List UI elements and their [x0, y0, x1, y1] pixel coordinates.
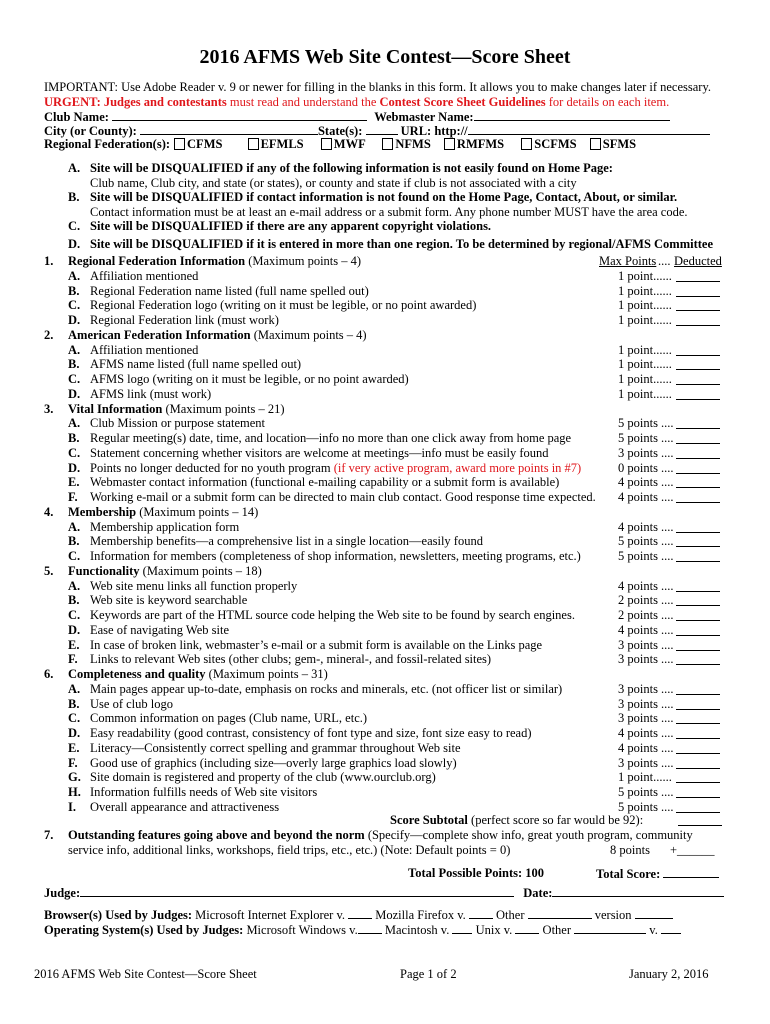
- score-subtotal: [390, 813, 643, 828]
- subtotal-field[interactable]: [678, 825, 722, 826]
- deduction-field[interactable]: [676, 738, 720, 739]
- item-text: Club Mission or purpose statement: [90, 416, 265, 431]
- item-points: 4 points ....: [618, 475, 674, 490]
- deduction-field[interactable]: [676, 399, 720, 400]
- item-text: Regional Federation logo (writing on it must be legible, or no point awarded): [90, 298, 477, 313]
- score-item-row: [44, 741, 724, 756]
- item-text: Common information on pages (Club name, URL, etc.): [90, 711, 368, 726]
- item-points: 4 points ....: [618, 578, 674, 593]
- item-letter: B.: [68, 283, 80, 298]
- deduction-field[interactable]: [676, 487, 720, 488]
- item-letter: D.: [68, 386, 81, 401]
- item-text: Statement concerning whether visitors are welcome at meetings—info must be easily found: [90, 445, 549, 460]
- item-letter: A.: [68, 342, 81, 357]
- deduction-field[interactable]: [676, 502, 720, 503]
- section-title: Functionality: [68, 563, 140, 578]
- deduction-field[interactable]: [676, 768, 720, 769]
- section-header: [44, 667, 724, 682]
- disq-c-letter: C.: [68, 219, 81, 233]
- total-score-field[interactable]: [663, 866, 719, 878]
- score-item-row: [44, 357, 724, 372]
- section-7-text-2: service info, additional links, workshops, field trips, etc., etc.) (Note: Default points = 0): [68, 843, 511, 857]
- item-letter: E.: [68, 475, 80, 490]
- section-7-number: 7.: [44, 828, 54, 842]
- item-letter: E.: [68, 637, 80, 652]
- deduction-field[interactable]: [676, 635, 720, 636]
- section-number: 5.: [44, 563, 54, 578]
- section-max: (Maximum points – 4): [245, 254, 362, 268]
- score-item-row: [44, 756, 724, 771]
- section-7-title: Outstanding features going above and beyond the norm: [68, 828, 365, 842]
- mwf-label: MWF: [333, 137, 366, 151]
- item-text: Affiliation mentioned: [90, 268, 199, 283]
- score-item-row: [44, 343, 724, 358]
- total-possible-points: Total Possible Points: 100: [408, 866, 545, 880]
- item-text: Ease of navigating Web site: [90, 622, 230, 637]
- version-label: version: [594, 908, 632, 922]
- urgent-text: must read and understand the: [226, 95, 380, 109]
- judge-row: [44, 885, 724, 901]
- item-letter: B.: [68, 431, 80, 445]
- unix-version-field[interactable]: [515, 922, 539, 934]
- judge-field[interactable]: [80, 885, 514, 897]
- sfms-checkbox[interactable]: [590, 138, 601, 150]
- other-version-field[interactable]: [635, 907, 673, 919]
- urgent-note: [44, 95, 669, 110]
- subtotal-text: (perfect score so far would be 92):: [467, 813, 644, 827]
- item-text: Overall appearance and attractiveness: [90, 799, 280, 814]
- disq-b-subtext: Contact information must be at least an e-mail address or a submit form. Any phone number MUST have the area code.: [90, 205, 688, 219]
- deduction-field[interactable]: [676, 709, 720, 710]
- other-os-version-label: v.: [649, 923, 658, 937]
- total-score-label: Total Score:: [596, 867, 661, 881]
- item-text: Webmaster contact information (functional e-mailing capability or a submit form is available): [90, 475, 560, 490]
- firefox-version-field[interactable]: [469, 907, 493, 919]
- mwf-checkbox[interactable]: [321, 138, 332, 150]
- item-letter: I.: [68, 799, 76, 814]
- disq-b-letter: B.: [68, 190, 80, 204]
- deduction-field[interactable]: [676, 310, 720, 311]
- efmls-checkbox[interactable]: [248, 138, 259, 150]
- item-points: 5 points ....: [618, 431, 674, 445]
- url-field[interactable]: [468, 123, 710, 135]
- disq-d: [44, 237, 724, 252]
- item-points: 2 points ....: [618, 608, 674, 622]
- disq-a-text: Site will be DISQUALIFIED if any of the following information is not easily found on Home Page:: [90, 161, 613, 175]
- deduction-field[interactable]: [676, 443, 720, 444]
- score-item-row: [44, 313, 724, 328]
- score-item-row: [44, 416, 724, 431]
- score-item-row: [44, 652, 724, 667]
- item-text: Regular meeting(s) date, time, and location—info no more than one click away from home page: [90, 431, 572, 445]
- urgent-text-end: for details on each item.: [545, 95, 670, 109]
- federation-row: [44, 137, 636, 152]
- item-text: AFMS name listed (full name spelled out): [90, 357, 302, 372]
- item-points: 1 point......: [618, 283, 672, 298]
- nfms-label: NFMS: [395, 137, 431, 151]
- item-letter: C.: [68, 298, 81, 313]
- item-text: Web site menu links all function properly: [90, 578, 298, 593]
- item-letter: C.: [68, 372, 81, 386]
- score-item-row: [44, 549, 724, 564]
- item-points: 5 points ....: [618, 799, 674, 814]
- disq-c-text: Site will be DISQUALIFIED if there are any apparent copyright violations.: [90, 219, 492, 233]
- disq-b-sub: [44, 205, 724, 220]
- item-points: 1 point......: [618, 386, 672, 401]
- section-max: (Maximum points – 18): [139, 563, 262, 578]
- item-text: Membership benefits—a comprehensive list in a single location—easily found: [90, 534, 483, 549]
- item-text: Web site is keyword searchable: [90, 593, 248, 608]
- other-os-version-field[interactable]: [661, 922, 681, 934]
- deduction-field[interactable]: [676, 797, 720, 798]
- item-text: Use of club logo: [90, 696, 173, 711]
- deduction-field[interactable]: [676, 812, 720, 813]
- item-letter: A.: [68, 578, 81, 593]
- item-text: AFMS logo (writing on it must be legible, or no point awarded): [90, 372, 409, 386]
- score-item-row: [44, 520, 724, 535]
- item-points: 2 points ....: [618, 593, 674, 608]
- score-item-row: [44, 431, 724, 446]
- item-text: Information fulfills needs of Web site visitors: [90, 785, 318, 799]
- deduction-field[interactable]: [676, 620, 720, 621]
- item-points: 3 points ....: [618, 637, 674, 652]
- item-points: 4 points ....: [618, 490, 674, 504]
- disq-d-letter: D.: [68, 237, 81, 251]
- item-points: 1 point......: [618, 357, 672, 372]
- score-item-row: [44, 534, 724, 549]
- score-item-row: [44, 726, 724, 741]
- deduction-field[interactable]: [676, 753, 720, 754]
- deduction-field[interactable]: [676, 591, 720, 592]
- item-points: 4 points ....: [618, 740, 674, 755]
- item-text: Regional Federation name listed (full name spelled out): [90, 283, 369, 298]
- efmls-label: EFMLS: [260, 137, 304, 151]
- score-item-row: [44, 697, 724, 712]
- scfms-label: SCFMS: [534, 137, 577, 151]
- section-7-field[interactable]: +______: [670, 843, 715, 857]
- deduction-field[interactable]: [676, 605, 720, 606]
- deduction-field[interactable]: [676, 384, 720, 385]
- score-item-row: [44, 638, 724, 653]
- section-max: (Maximum points – 14): [136, 504, 259, 519]
- score-item-row: [44, 608, 724, 623]
- footer-page-number: Page 1 of 2: [400, 967, 457, 981]
- section-7-header: [44, 828, 724, 843]
- item-text: Points no longer deducted for no youth program: [90, 460, 331, 475]
- deduction-field[interactable]: [676, 355, 720, 356]
- score-item-row: [44, 298, 724, 313]
- section-title: Regional Federation Information: [68, 254, 246, 268]
- score-item-row: [44, 770, 724, 785]
- item-points: 0 points ....: [618, 460, 674, 475]
- item-points: 5 points ....: [618, 416, 674, 431]
- item-points: 3 points ....: [618, 445, 674, 460]
- city-field[interactable]: [140, 123, 318, 135]
- item-text: Working e-mail or a submit form can be directed to main club contact. Good response time expected.: [90, 490, 596, 504]
- item-points: 5 points ....: [618, 534, 674, 549]
- rmfms-label: RMFMS: [456, 137, 505, 151]
- item-points: 3 points ....: [618, 755, 674, 770]
- item-text: AFMS link (must work): [90, 386, 212, 401]
- item-letter: A.: [68, 681, 81, 696]
- item-text: Site domain is registered and property of the club (www.ourclub.org): [90, 770, 436, 785]
- item-letter: C.: [68, 445, 81, 460]
- item-letter: C.: [68, 549, 81, 563]
- other-os-label: Other: [542, 923, 572, 937]
- item-text: In case of broken link, webmaster’s e-mail or a submit form is available on the Links page: [90, 637, 543, 652]
- item-points: 1 point......: [618, 313, 672, 327]
- item-letter: G.: [68, 770, 81, 785]
- score-item-row: [44, 623, 724, 638]
- windows-version-field[interactable]: [358, 922, 382, 934]
- item-points: 1 point......: [618, 342, 672, 357]
- item-letter: A.: [68, 416, 81, 431]
- unix-label: Unix v.: [475, 923, 513, 937]
- deduction-field[interactable]: [676, 723, 720, 724]
- date-field[interactable]: [552, 885, 724, 897]
- webmaster-field[interactable]: [474, 109, 670, 121]
- judge-label: Judge:: [44, 886, 81, 900]
- score-item-row: [44, 579, 724, 594]
- cfms-label: CFMS: [187, 137, 223, 151]
- section-title: Vital Information: [68, 401, 163, 416]
- item-points: 5 points ....: [618, 549, 674, 563]
- footer-title: 2016 AFMS Web Site Contest—Score Sheet: [34, 967, 257, 981]
- deduction-field[interactable]: [676, 664, 720, 665]
- club-name-field[interactable]: [112, 109, 367, 121]
- item-points: 5 points ....: [618, 785, 674, 799]
- deduction-field[interactable]: [676, 296, 720, 297]
- item-text: Main pages appear up-to-date, emphasis on rocks and minerals, etc. (not officer list or similar): [90, 681, 563, 696]
- section-max: (Maximum points – 21): [162, 401, 285, 416]
- firefox-label: Mozilla Firefox v.: [375, 908, 466, 922]
- item-letter: A.: [68, 519, 81, 534]
- deduction-field[interactable]: [676, 428, 720, 429]
- item-text: Regional Federation link (must work): [90, 313, 279, 327]
- browser-row: [44, 907, 673, 923]
- item-letter: B.: [68, 696, 80, 711]
- section-header: [44, 328, 724, 343]
- os-row: [44, 922, 681, 938]
- section-header: [44, 254, 724, 269]
- section-number: 6.: [44, 667, 54, 681]
- section-7-points: 8 points: [610, 843, 650, 857]
- section-max: (Maximum points – 31): [205, 667, 328, 681]
- item-points: 1 point......: [618, 770, 672, 785]
- federation-label: Regional Federation(s):: [44, 137, 171, 151]
- item-points: 4 points ....: [618, 622, 674, 637]
- deduction-field[interactable]: [676, 325, 720, 326]
- deduction-field[interactable]: [676, 694, 720, 695]
- item-text: Literacy—Consistently correct spelling and grammar throughout Web site: [90, 740, 461, 755]
- item-letter: C.: [68, 711, 81, 726]
- browser-label: Browser(s) Used by Judges:: [44, 908, 193, 922]
- item-points: 3 points ....: [618, 681, 674, 696]
- disq-b: [44, 190, 724, 205]
- score-item-row: [44, 711, 724, 726]
- states-label: State(s):: [317, 124, 363, 138]
- section-7-text: (Specify—complete show info, great youth program, community: [364, 828, 693, 842]
- section-header: [44, 402, 724, 417]
- nfms-checkbox[interactable]: [382, 138, 393, 150]
- item-text: Membership application form: [90, 519, 240, 534]
- item-letter: D.: [68, 622, 81, 637]
- item-letter: B.: [68, 357, 80, 372]
- windows-label: Microsoft Windows v.: [246, 923, 358, 937]
- other-browser-field[interactable]: [528, 907, 592, 919]
- deducted-header: Deducted: [674, 254, 722, 268]
- max-points-header: Max Points: [599, 254, 657, 268]
- item-points: 3 points ....: [618, 696, 674, 711]
- item-letter: E.: [68, 740, 80, 755]
- section-number: 4.: [44, 504, 54, 519]
- item-letter: B.: [68, 534, 80, 549]
- deduction-field[interactable]: [676, 473, 720, 474]
- other-browser-label: Other: [496, 908, 525, 922]
- deduction-field[interactable]: [676, 650, 720, 651]
- disq-a: [44, 161, 724, 176]
- score-item-row: [44, 490, 724, 505]
- item-letter: D.: [68, 313, 81, 327]
- section-number: 2.: [44, 327, 54, 342]
- date-label: Date:: [523, 886, 553, 900]
- section-7-detail: [44, 843, 724, 858]
- mac-version-field[interactable]: [452, 922, 472, 934]
- item-letter: A.: [68, 268, 81, 283]
- deduction-field[interactable]: [676, 782, 720, 783]
- item-points: 3 points ....: [618, 652, 674, 667]
- section-header: [44, 505, 724, 520]
- section-number: 1.: [44, 254, 54, 268]
- urgent-label: URGENT: [44, 95, 97, 109]
- deduction-field[interactable]: [676, 458, 720, 459]
- ie-version-field[interactable]: [348, 907, 372, 919]
- club-name-label: Club Name:: [44, 110, 109, 124]
- disq-c: [44, 219, 724, 234]
- deduction-field[interactable]: [676, 369, 720, 370]
- page-title: 2016 AFMS Web Site Contest—Score Sheet: [199, 46, 571, 68]
- item-points: 4 points ....: [618, 519, 674, 534]
- item-letter: H.: [68, 785, 81, 799]
- important-note: [44, 80, 711, 95]
- item-points: 4 points ....: [618, 726, 674, 740]
- important-label: IMPORTANT: [44, 80, 115, 94]
- other-os-field[interactable]: [574, 922, 646, 934]
- item-text: Keywords are part of the HTML source code helping the Web site to be found by search engines.: [90, 608, 575, 622]
- deduction-field[interactable]: [676, 561, 720, 562]
- item-points: 1 point......: [618, 298, 672, 313]
- section-title: American Federation Information: [68, 327, 251, 342]
- ie-label: Microsoft Internet Explorer v.: [195, 908, 346, 922]
- deduction-field[interactable]: [676, 281, 720, 282]
- item-text: Easy readability (good contrast, consistency of font type and size, font size easy to read): [90, 726, 532, 740]
- os-label: Operating System(s) Used by Judges:: [44, 923, 244, 937]
- score-item-row: [44, 593, 724, 608]
- score-item-row: [44, 682, 724, 697]
- header-dots: ....: [658, 254, 671, 268]
- score-item-row: [44, 446, 724, 461]
- urgent-guidelines: Contest Score Sheet Guidelines: [379, 95, 546, 109]
- item-letter: D.: [68, 726, 81, 740]
- states-field[interactable]: [366, 123, 398, 135]
- city-label: City (or County):: [44, 124, 137, 138]
- item-points: 1 point......: [618, 268, 672, 283]
- subtotal-label: Score Subtotal: [390, 813, 468, 827]
- disq-b-text: Site will be DISQUALIFIED if contact information is not found on the Home Page, Contact, About, or similar.: [90, 190, 678, 204]
- item-text: Links to relevant Web sites (other clubs; gem-, mineral-, and fossil-related sites): [90, 652, 492, 667]
- section-max: (Maximum points – 4): [250, 327, 367, 342]
- item-letter: D.: [68, 460, 81, 475]
- score-item-row: [44, 461, 724, 476]
- item-text: Affiliation mentioned: [90, 342, 199, 357]
- score-item-row: [44, 269, 724, 284]
- score-item-row: [44, 372, 724, 387]
- mac-label: Macintosh v.: [384, 923, 450, 937]
- item-points: 3 points ....: [618, 711, 674, 726]
- urgent-judges: : Judges and contestants: [96, 95, 227, 109]
- webmaster-label: Webmaster Name:: [374, 110, 474, 124]
- url-label: URL: http://: [400, 124, 468, 138]
- section-title: Membership: [68, 504, 137, 519]
- item-letter: F.: [68, 490, 78, 504]
- item-letter: B.: [68, 593, 80, 608]
- scfms-checkbox[interactable]: [521, 138, 532, 150]
- item-text: Information for members (completeness of shop information, newsletters, meeting programs, etc.): [90, 549, 581, 563]
- total-score-row: [596, 866, 719, 882]
- item-letter: F.: [68, 755, 78, 770]
- item-text: Good use of graphics (including size—overly large graphics load slowly): [90, 755, 457, 770]
- important-text: : Use Adobe Reader v. 9 or newer for filling in the blanks in this form. It allows you to make changes later if necessary.: [114, 80, 712, 94]
- score-item-row: [44, 284, 724, 299]
- sfms-label: SFMS: [602, 137, 637, 151]
- item-note: (if very active program, award more points in #7): [330, 460, 582, 475]
- score-item-row: [44, 785, 724, 800]
- deduction-field[interactable]: [676, 546, 720, 547]
- footer-date: January 2, 2016: [629, 967, 709, 981]
- score-item-row: [44, 387, 724, 402]
- disq-d-text: Site will be DISQUALIFIED if it is entered in more than one region. To be determined by regional/AFMS Committee: [90, 237, 714, 251]
- section-number: 3.: [44, 401, 54, 416]
- rmfms-checkbox[interactable]: [444, 138, 455, 150]
- section-header: [44, 564, 724, 579]
- item-letter: C.: [68, 608, 81, 622]
- score-item-row: [44, 475, 724, 490]
- deduction-field[interactable]: [676, 532, 720, 533]
- cfms-checkbox[interactable]: [174, 138, 185, 150]
- disq-a-letter: A.: [68, 161, 81, 175]
- item-letter: F.: [68, 652, 78, 667]
- item-points: 1 point......: [618, 372, 672, 386]
- disq-a-sub: [44, 176, 724, 191]
- section-title: Completeness and quality: [68, 667, 206, 681]
- disq-a-subtext: Club name, Club city, and state (or states), or county and state if club is not associated with a city: [90, 176, 577, 190]
